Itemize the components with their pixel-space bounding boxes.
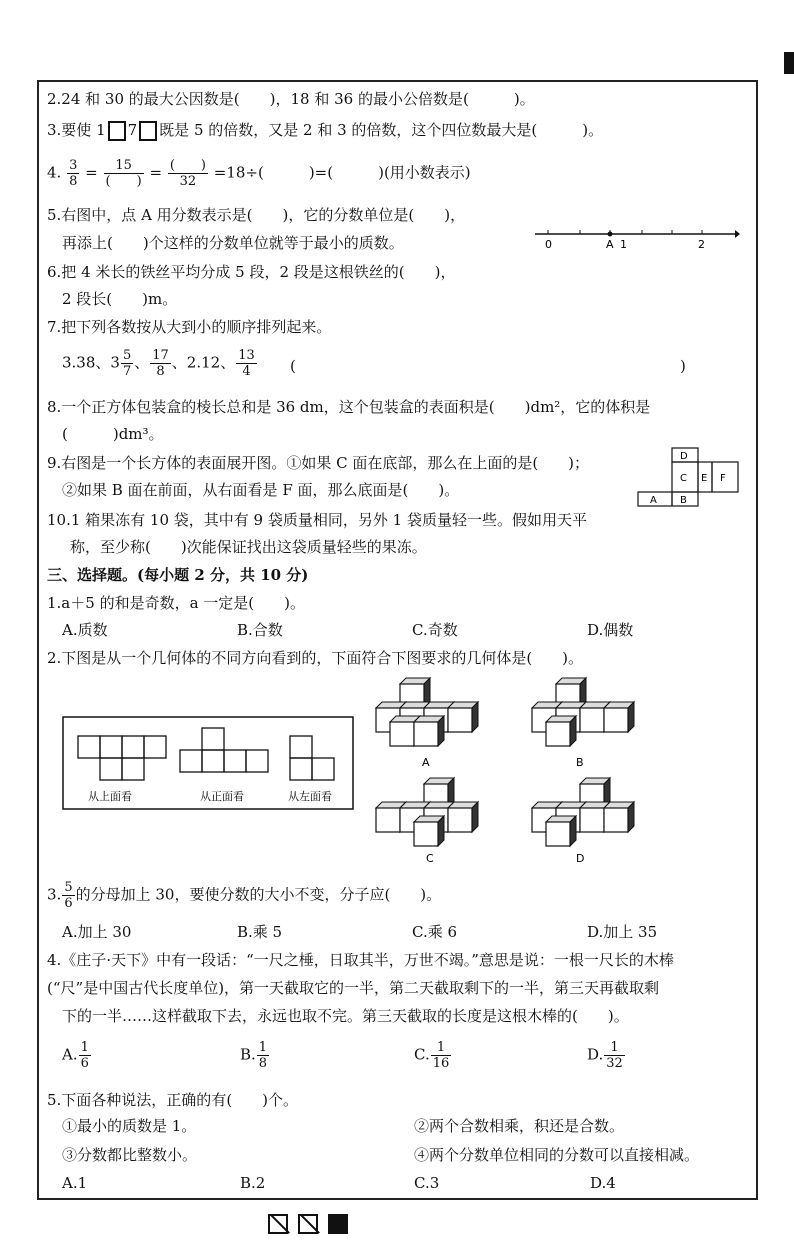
section-3-title: 三、选择题。(每小题 2 分，共 10 分) xyxy=(47,566,309,584)
cuboid-net xyxy=(636,446,746,510)
q2-item-10b: 称，至少称( )次能保证找出这袋质量轻些的果冻。 xyxy=(70,538,427,556)
s3-question-4a: 4.《庄子·天下》中有一段话：“一尺之棰，日取其半，万世不竭。”意思是说：一根一尺长的木棒 xyxy=(47,951,674,969)
label-a: A xyxy=(606,238,614,251)
s3-q5-option-d: D.4 xyxy=(590,1174,616,1192)
digit-box xyxy=(139,121,157,141)
solid-label-d: D xyxy=(576,852,585,865)
s3-q5-statement-4: ④两个分数单位相同的分数可以直接相减。 xyxy=(414,1146,700,1164)
face-f: F xyxy=(720,473,726,484)
s3-question-1: 1.a＋5 的和是奇数，a 一定是( )。 xyxy=(47,594,305,612)
q2-item-9b: ②如果 B 面在前面，从右面看是 F 面，那么底面是( )。 xyxy=(62,481,460,499)
solids-options xyxy=(370,672,670,872)
fraction: $\frac{15}{( )}$ xyxy=(105,158,142,189)
solid-label-c: C xyxy=(426,852,434,865)
s3-q4-option-d: D. $\frac{1}{32}$ xyxy=(587,1040,623,1071)
fraction: $\frac{( )}{32}$ xyxy=(169,158,206,189)
footer-mark-slashed xyxy=(268,1214,288,1234)
label-1: 1 xyxy=(620,238,627,251)
view-label-front: 从正面看 xyxy=(200,790,244,803)
q2-item-4: 4. $\frac{3}{8}$ = $\frac{15}{( )}$ = $\frac{( )}{32}$ =18÷( )=( )(用小数表示) xyxy=(47,158,471,189)
q2-item-6b: 2 段长( )m。 xyxy=(62,290,178,308)
three-views-panel xyxy=(62,716,354,810)
s3-q1-option-b: B.合数 xyxy=(237,621,283,639)
q2-item-9a: 9.右图是一个长方体的表面展开图。①如果 C 面在底部，那么在上面的是( )； xyxy=(47,454,590,472)
q2-item-3: 3.要使 1 7 既是 5 的倍数，又是 2 和 3 的倍数，这个四位数最大是( )。 xyxy=(47,121,604,139)
q2-item-2: 2.24 和 30 的最大公因数是( )，18 和 36 的最小公倍数是( )。 xyxy=(47,90,535,108)
footer-mark-filled xyxy=(328,1214,348,1234)
q2-item-6a: 6.把 4 米长的铁丝平均分成 5 段，2 段是这根铁丝的( )， xyxy=(47,263,456,281)
number-line xyxy=(530,222,740,252)
solid-label-a: A xyxy=(422,756,430,769)
s3-q3-option-b: B.乘 5 xyxy=(237,923,283,941)
s3-q3-option-a: A.加上 30 xyxy=(62,923,132,941)
fraction: $\frac{5}{7}$ xyxy=(122,348,132,379)
solid-b xyxy=(532,678,634,746)
label-2: 2 xyxy=(698,238,705,251)
q2-item-8b: ( )dm³。 xyxy=(62,425,164,443)
q2-item-5b: 再添上( )个这样的分数单位就等于最小的质数。 xyxy=(62,234,404,252)
s3-q5-option-b: B.2 xyxy=(240,1174,266,1192)
view-label-top: 从上面看 xyxy=(88,790,132,803)
s3-q1-option-a: A.质数 xyxy=(62,621,108,639)
q2-item-8a: 8.一个正方体包装盒的棱长总和是 36 dm，这个包装盒的表面积是( )dm²，它的体积是 xyxy=(47,398,651,416)
solid-label-b: B xyxy=(576,756,584,769)
s3-q4-option-b: B. $\frac{1}{8}$ xyxy=(240,1040,268,1071)
fraction: $\frac{3}{8}$ xyxy=(69,158,78,189)
s3-question-4c: 下的一半……这样截取下去，永远也取不完。第三天截取的长度是这根木棒的( )。 xyxy=(62,1007,629,1025)
q2-item-5a: 5.右图中，点 A 用分数表示是( )，它的分数单位是( )， xyxy=(47,206,466,224)
s3-q5-option-c: C.3 xyxy=(414,1174,440,1192)
s3-q4-option-a: A. $\frac{1}{6}$ xyxy=(62,1040,89,1071)
face-c: C xyxy=(680,473,687,484)
digit-box xyxy=(108,121,126,141)
q2-item-7: 7.把下列各数按从大到小的顺序排列起来。 xyxy=(47,318,332,336)
s3-question-5: 5.下面各种说法，正确的有( )个。 xyxy=(47,1091,299,1109)
s3-q4-option-c: C. $\frac{1}{16}$ xyxy=(414,1040,450,1071)
face-e: E xyxy=(701,473,708,484)
solid-d xyxy=(532,778,634,846)
s3-q3-option-d: D.加上 35 xyxy=(587,923,658,941)
s3-question-2: 2.下图是从一个几何体的不同方向看到的，下面符合下图要求的几何体是( )。 xyxy=(47,649,584,667)
answer-paren-left: ( xyxy=(290,357,296,375)
solid-c xyxy=(376,778,478,846)
s3-question-3: 3. $\frac{5}{6}$ 的分母加上 30，要使分数的大小不变，分子应( )。 xyxy=(47,880,442,911)
s3-q5-statement-1: ①最小的质数是 1。 xyxy=(62,1117,197,1135)
fraction: $\frac{13}{4}$ xyxy=(238,348,255,379)
s3-q5-option-a: A.1 xyxy=(62,1174,88,1192)
solid-a xyxy=(376,678,478,746)
s3-q1-option-c: C.奇数 xyxy=(412,621,458,639)
face-d: D xyxy=(680,451,688,462)
fraction: $\frac{5}{6}$ xyxy=(64,880,73,911)
face-b: B xyxy=(680,495,687,506)
answer-paren-right: ) xyxy=(680,357,686,375)
s3-q5-statement-2: ②两个合数相乘，积还是合数。 xyxy=(414,1117,625,1135)
q2-item-7-numbers: 3.38、3 $\frac{5}{7}$ 、 $\frac{17}{8}$ 、2.12、 $\frac{13}{4}$ xyxy=(62,348,255,379)
s3-q1-option-d: D.偶数 xyxy=(587,621,634,639)
s3-question-4b: (“尺”是中国古代长度单位)，第一天截取它的一半，第二天截取剩下的一半，第三天再截取剩 xyxy=(47,979,660,997)
corner-mark xyxy=(784,52,794,74)
fraction: $\frac{17}{8}$ xyxy=(152,348,169,379)
s3-q5-statement-3: ③分数都比整数小。 xyxy=(62,1146,198,1164)
footer-mark-slashed xyxy=(298,1214,318,1234)
face-a: A xyxy=(650,495,657,506)
s3-q3-option-c: C.乘 6 xyxy=(412,923,458,941)
view-label-left: 从左面看 xyxy=(288,790,332,803)
q2-item-10a: 10.1 箱果冻有 10 袋，其中有 9 袋质量相同，另外 1 袋质量轻一些。假如用天平 xyxy=(47,511,587,529)
label-0: 0 xyxy=(545,238,552,251)
